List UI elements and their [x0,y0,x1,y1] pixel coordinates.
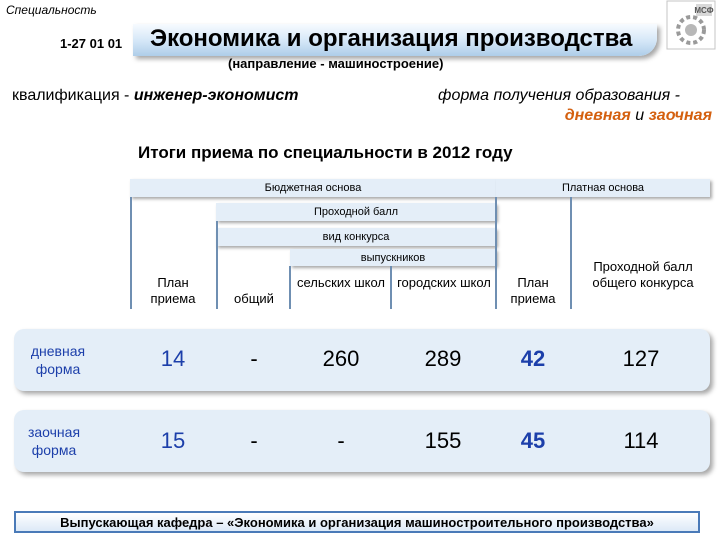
cell-paid-plan: 45 [520,428,546,453]
logo-text: МСФ [694,6,714,15]
page-title: Экономика и организация производства [150,25,633,52]
qualification-prefix: квалификация - [12,87,134,104]
study-form-day: дневная [564,107,631,124]
column-divider [130,197,132,309]
study-form-extramural: заочная [648,107,712,124]
cell-urban: 289 [424,346,462,371]
paid-header: Платная основа [496,179,710,197]
university-logo-icon [666,0,716,50]
col-plan: План приема [150,275,196,306]
cell-general: - [250,346,258,371]
cell-rural: - [337,428,345,453]
column-divider [495,197,497,309]
specialty-label: Специальность [6,3,97,17]
results-title: Итоги приема по специальности в 2012 году [138,143,513,162]
passing-score-header: Проходной балл [216,203,496,221]
row-label: дневная форма [30,343,86,377]
graduates-header: выпускников [290,249,496,266]
budget-header: Бюджетная основа [130,179,496,197]
contest-type-header: вид конкурса [216,228,496,246]
col-paid-score: Проходной балл общего конкурса [592,259,694,290]
cell-urban: 155 [424,428,462,453]
specialty-code: 1-27 01 01 [60,36,123,51]
col-urban: городских школ [397,275,491,290]
cell-paid-score: 114 [623,428,659,453]
col-paid-plan: План приема [510,275,556,306]
cell-plan: 15 [160,428,186,453]
study-form-conj: и [635,107,645,124]
row-label: заочная форма [27,424,81,458]
cell-general: - [250,428,258,453]
cell-paid-plan: 42 [520,346,546,371]
cell-rural: 260 [322,346,360,371]
column-divider [390,266,392,309]
column-divider [570,197,572,309]
qualification-value: инженер-экономист [133,87,299,104]
study-form-values [565,107,712,125]
study-form-label: форма получения образования - [438,87,680,104]
cell-plan: 14 [160,346,186,371]
qualification [12,87,299,105]
cell-paid-score: 127 [622,346,660,371]
page-subtitle: (направление - машиностроение) [228,56,444,71]
footer-department: Выпускающая кафедра – «Экономика и организация машиностроительного производства» [14,511,700,533]
col-general: общий [234,291,274,306]
col-rural: сельских школ [296,275,385,290]
